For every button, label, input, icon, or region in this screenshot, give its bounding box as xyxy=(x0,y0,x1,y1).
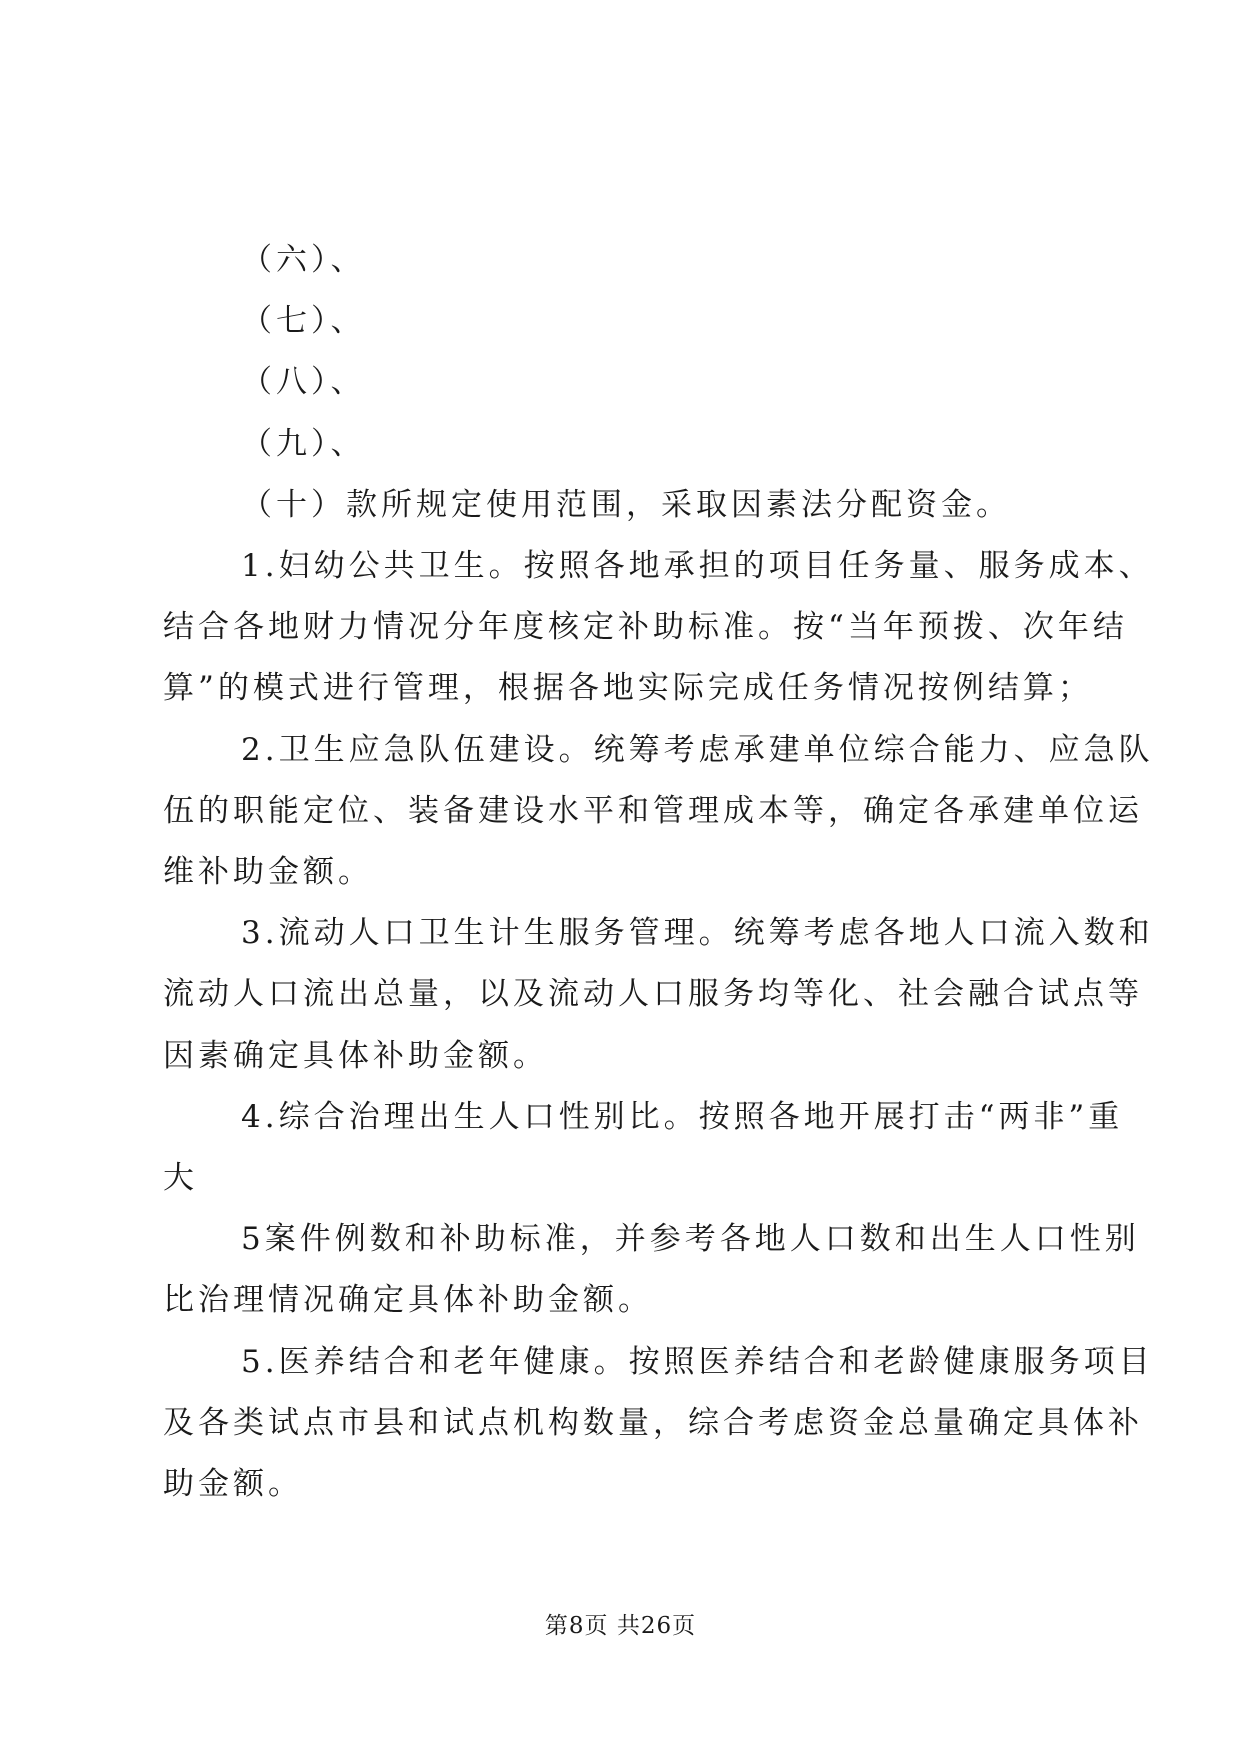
paragraph-line: 3.流动人口卫生计生服务管理。统筹考虑各地人口流入数和 xyxy=(241,915,1154,952)
paragraph-case-count xyxy=(163,1209,1140,1331)
paragraph-line: 伍的职能定位、装备建设水平和管理成本等，确定各承建单位运 xyxy=(163,792,1143,829)
page-footer xyxy=(0,1607,1241,1640)
paragraph-line: （八）、 xyxy=(241,364,366,401)
paragraph-line: 比治理情况确定具体补助金额。 xyxy=(163,1282,653,1319)
paragraph-line: （九）、 xyxy=(241,425,366,462)
paragraph-line: 大 xyxy=(163,1160,198,1197)
paragraph-line: 及各类试点市县和试点机构数量，综合考虑资金总量确定具体补 xyxy=(163,1404,1143,1441)
paragraph-item-6 xyxy=(163,230,1083,291)
paragraph-item-10 xyxy=(163,475,1083,536)
paragraph-line: （十）款所规定使用范围，采取因素法分配资金。 xyxy=(241,486,1011,523)
paragraph-line: 5.医养结合和老年健康。按照医养结合和老龄健康服务项目 xyxy=(241,1343,1154,1380)
paragraph-line: 算”的模式进行管理，根据各地实际完成任务情况按例结算； xyxy=(163,670,1093,707)
paragraph-line: （六）、 xyxy=(241,242,366,278)
paragraph-line: 2.卫生应急队伍建设。统筹考虑承建单位综合能力、应急队 xyxy=(241,731,1154,768)
paragraph-line: 结合各地财力情况分年度核定补助标准。按“当年预拨、次年结 xyxy=(163,609,1128,646)
paragraph-floating-population xyxy=(163,903,1154,1087)
paragraph-line: 5案件例数和补助标准，并参考各地人口数和出生人口性别 xyxy=(241,1221,1140,1258)
paragraph-line: 4.综合治理出生人口性别比。按照各地开展打击“两非”重 xyxy=(241,1098,1124,1135)
paragraph-line: 维补助金额。 xyxy=(163,854,373,891)
paragraph-elderly-health xyxy=(163,1332,1154,1516)
paragraph-item-9 xyxy=(163,414,1083,475)
paragraph-sex-ratio xyxy=(163,1087,1124,1209)
paragraph-line: 助金额。 xyxy=(163,1466,303,1503)
paragraph-maternal-child-health xyxy=(163,536,1154,720)
document-body xyxy=(163,230,1154,1515)
paragraph-line: 流动人口流出总量，以及流动人口服务均等化、社会融合试点等 xyxy=(163,976,1143,1013)
paragraph-item-7 xyxy=(163,291,1083,352)
paragraph-line: （七）、 xyxy=(241,303,366,340)
paragraph-line: 因素确定具体补助金额。 xyxy=(163,1037,548,1074)
paragraph-item-8 xyxy=(163,352,1083,413)
paragraph-emergency-team xyxy=(163,720,1154,904)
paragraph-line: 1.妇幼公共卫生。按照各地承担的项目任务量、服务成本、 xyxy=(241,548,1154,585)
page-number-label: 第8页 共26页 xyxy=(544,1613,697,1639)
